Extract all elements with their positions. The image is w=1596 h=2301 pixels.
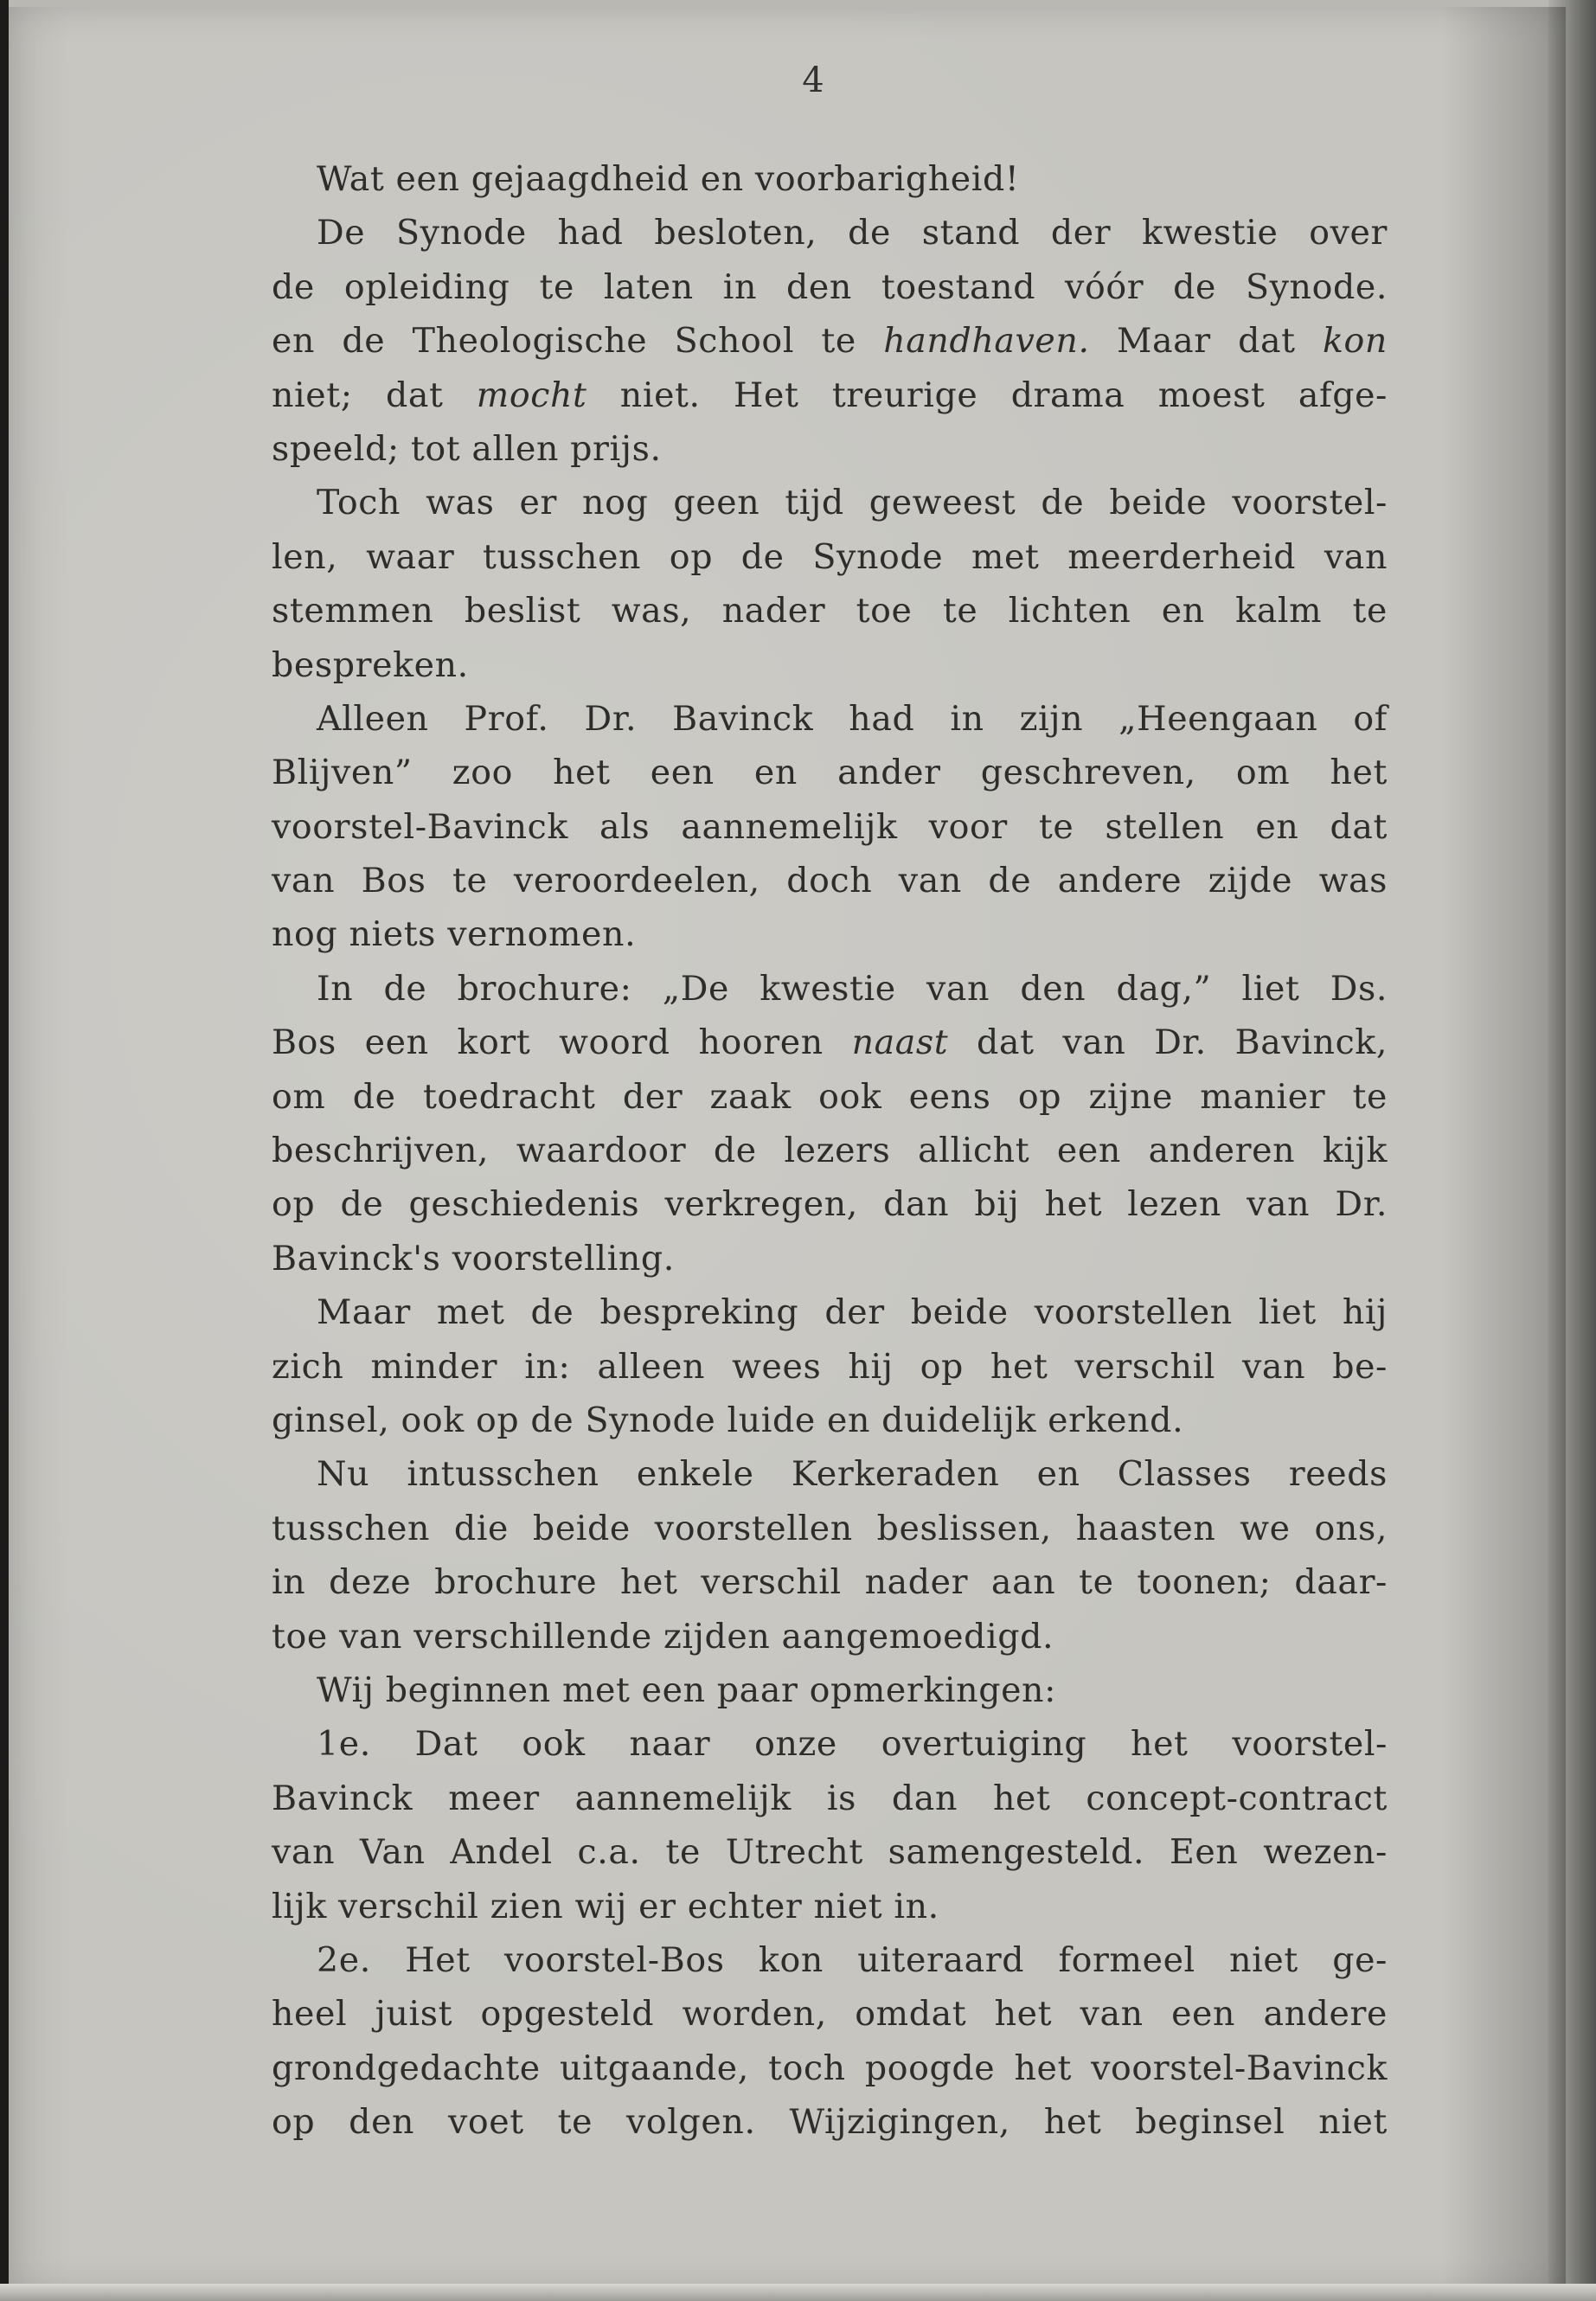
text-line: [272, 962, 1388, 1016]
text-line: [272, 907, 1388, 961]
text-segment: Alleen Prof. Dr. Bavinck had in zijn „Heengaan of: [317, 698, 1388, 739]
text-segment: Toch was er nog geen tijd geweest de beide voorstel-: [317, 483, 1388, 523]
text-line: [272, 206, 1388, 260]
text-line: [272, 1555, 1388, 1609]
text-segment: voorstel-Bavinck als aannemelijk voor te stellen en dat: [272, 806, 1388, 847]
text-segment: grondgedachte uitgaande, toch poogde het voorstel-Bavinck: [272, 2048, 1388, 2088]
text-segment: speeld; tot allen prijs.: [272, 428, 662, 469]
text-segment: tusschen die beide voorstellen beslissen, haasten we ons,: [272, 1508, 1388, 1548]
text-line: [272, 369, 1388, 422]
text-segment: bespreken.: [272, 644, 469, 685]
text-segment: dat van Dr. Bavinck,: [948, 1022, 1388, 1063]
spine-shadow: [1548, 0, 1596, 2301]
text-segment: niet; dat: [272, 375, 477, 415]
text-segment: toe van verschillende zijden aangemoedigd.: [272, 1616, 1054, 1657]
text-segment: len, waar tusschen op de Synode met meerderheid van: [272, 536, 1388, 577]
text-line: [272, 2095, 1388, 2149]
text-line: [272, 584, 1388, 638]
text-line: [272, 1016, 1388, 1069]
text-line: [272, 746, 1388, 799]
page-bottom-edge: [0, 2284, 1596, 2301]
scan-left-edge: [0, 0, 9, 2301]
text-line: [272, 1502, 1388, 1555]
text-line: [272, 530, 1388, 584]
text-segment: Maar dat: [1089, 321, 1324, 362]
text-segment: nog niets vernomen.: [272, 914, 637, 955]
text-segment: van Van Andel c.a. te Utrecht samengesteld. Een wezen-: [272, 1832, 1388, 1873]
text-line: [272, 1285, 1388, 1339]
text-line: [272, 854, 1388, 907]
text-line: [272, 1394, 1388, 1447]
text-segment: 1e. Dat ook naar onze overtuiging het voorstel-: [317, 1724, 1388, 1765]
text-segment: stemmen beslist was, nader toe te lichten en kalm te: [272, 591, 1388, 631]
text-line: [272, 1880, 1388, 1933]
text-segment: om de toedracht der zaak ook eens op zijne manier te: [272, 1076, 1388, 1117]
text-segment: Bos een kort woord hooren: [272, 1022, 852, 1063]
text-segment: op den voet te volgen. Wijzigingen, het beginsel niet: [272, 2102, 1388, 2143]
text-segment: 2e. Het voorstel-Bos kon uiteraard formeel niet ge-: [317, 1939, 1388, 1980]
text-segment: Bavinck meer aannemelijk is dan het concept-contract: [272, 1778, 1388, 1818]
text-segment: van Bos te veroordeelen, doch van de andere zijde was: [272, 861, 1388, 901]
text-line: [272, 692, 1388, 746]
italic-text: mocht: [476, 375, 587, 415]
text-line: [272, 1070, 1388, 1124]
text-segment: heel juist opgesteld worden, omdat het van een andere: [272, 1994, 1388, 2035]
text-segment: Maar met de bespreking der beide voorstellen liet hij: [317, 1292, 1388, 1333]
body-text: [272, 152, 1388, 2149]
text-line: [272, 260, 1388, 314]
page-number: 4: [802, 61, 824, 100]
text-segment: ginsel, ook op de Synode luide en duidelijk erkend.: [272, 1400, 1184, 1440]
text-segment: Wat een gejaagdheid en voorbarigheid!: [317, 159, 1020, 199]
text-line: [272, 1933, 1388, 1987]
text-line: [272, 1610, 1388, 1663]
text-line: [272, 1177, 1388, 1231]
text-segment: Bavinck's voorstelling.: [272, 1238, 675, 1279]
text-segment: zich minder in: alleen wees hij op het verschil van be-: [272, 1346, 1388, 1387]
text-segment: Nu intusschen enkele Kerkeraden en Classes reeds: [317, 1454, 1388, 1495]
text-line: [272, 1772, 1388, 1825]
text-segment: Wij beginnen met een paar opmerkingen:: [317, 1670, 1056, 1710]
text-line: [272, 800, 1388, 854]
text-segment: niet. Het treurige drama moest afge-: [586, 375, 1388, 415]
text-segment: De Synode had besloten, de stand der kwestie over: [317, 213, 1388, 253]
text-line: [272, 1124, 1388, 1177]
text-line: [272, 1663, 1388, 1717]
text-line: [272, 2041, 1388, 2095]
italic-text: naast: [851, 1022, 949, 1063]
text-segment: de opleiding te laten in den toestand vóór de Synode.: [272, 266, 1388, 307]
text-line: [272, 476, 1388, 529]
text-line: [272, 152, 1388, 206]
text-line: [272, 638, 1388, 692]
text-line: [272, 1232, 1388, 1285]
text-line: [272, 422, 1388, 476]
italic-text: kon: [1323, 321, 1388, 362]
text-segment: en de Theologische School te: [272, 321, 884, 362]
text-segment: Blijven” zoo het een en ander geschreven, om het: [272, 753, 1388, 793]
text-segment: lijk verschil zien wij er echter niet in.: [272, 1886, 939, 1926]
text-line: [272, 1340, 1388, 1394]
text-line: [272, 1447, 1388, 1501]
text-segment: beschrijven, waardoor de lezers allicht een anderen kijk: [272, 1131, 1388, 1171]
text-segment: In de brochure: „De kwestie van den dag,” liet Ds.: [317, 968, 1388, 1009]
text-segment: op de geschiedenis verkregen, dan bij het lezen van Dr.: [272, 1184, 1388, 1225]
text-segment: in deze brochure het verschil nader aan te toonen; daar-: [272, 1562, 1388, 1603]
text-line: [272, 1825, 1388, 1879]
text-line: [272, 1717, 1388, 1771]
text-line: [272, 1987, 1388, 2041]
text-line: [272, 314, 1388, 368]
italic-text: handhaven.: [883, 321, 1090, 362]
